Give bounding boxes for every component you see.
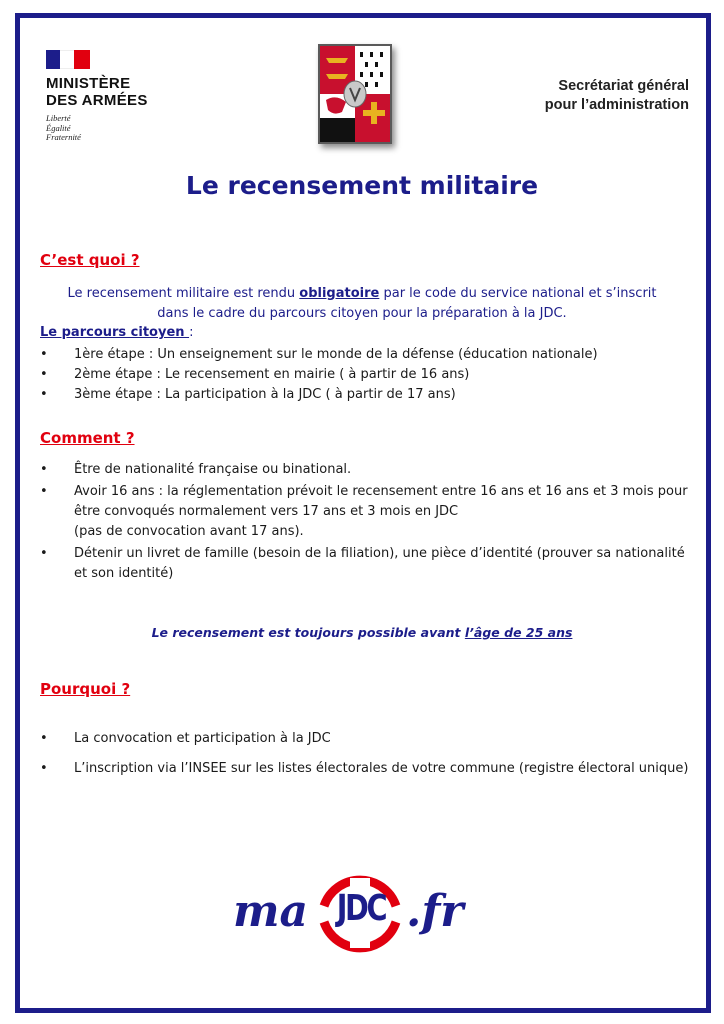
- insee-text: L’inscription via l’INSEE sur les listes électorales de votre commune (registre électoral unique): [74, 761, 689, 776]
- republic-motto: [46, 114, 148, 143]
- list-item: [40, 759, 690, 779]
- note-text: Le recensement est toujours possible avant: [151, 625, 465, 640]
- nationality-text: Être de nationalité française ou binational.: [74, 462, 352, 477]
- list-item: [40, 482, 690, 542]
- ministry-logo: [46, 50, 148, 143]
- section-heading-pourquoi: Pourquoi ?: [40, 680, 131, 698]
- coat-of-arms-icon: [318, 44, 392, 144]
- ministry-name-line2: DES ARMÉES: [46, 92, 148, 109]
- list-item: [40, 345, 690, 365]
- secretariat-general-label: [545, 77, 689, 115]
- pourquoi-list: [40, 729, 690, 779]
- note-age-25: l’âge de 25 ans: [464, 625, 573, 640]
- logo-fr-text: .fr: [406, 886, 464, 937]
- secretariat-line2: pour l’administration: [544, 97, 689, 113]
- motto-liberte: Liberté: [46, 113, 71, 123]
- no-convocation-text: (pas de convocation avant 17 ans).: [74, 524, 304, 539]
- list-item: [40, 385, 690, 405]
- parcours-citoyen-colon: :: [189, 325, 194, 340]
- intro-text-end: par le code du service national et s’inscrit: [379, 286, 657, 301]
- step3-text: 3ème étape : La participation à la JDC ( à partir de 17 ans): [74, 387, 456, 402]
- parcours-citoyen-subheading: [40, 325, 193, 340]
- intro-paragraph: [40, 284, 684, 324]
- intro-line2: dans le cadre du parcours citoyen pour la préparation à la JDC.: [157, 306, 567, 321]
- bullet-icon: •: [40, 484, 48, 499]
- list-item: [40, 365, 690, 385]
- step1-text: 1ère étape : Un enseignement sur le monde de la défense (éducation nationale): [74, 347, 598, 362]
- page-title: Le recensement militaire: [185, 171, 539, 200]
- bullet-icon: •: [40, 347, 48, 362]
- list-item: [40, 729, 690, 749]
- motto-egalite: Égalité: [46, 122, 71, 133]
- parcours-steps-list: [40, 345, 690, 405]
- bullet-icon: •: [40, 546, 48, 561]
- convocation-text: La convocation et participation à la JDC: [74, 731, 331, 746]
- logo-ma-text: ma: [233, 886, 309, 937]
- age-limit-note: [0, 625, 724, 640]
- bullet-icon: •: [40, 367, 48, 382]
- majdc-logo: [228, 862, 478, 962]
- parcours-citoyen-label: Le parcours citoyen: [40, 325, 190, 340]
- step2-text: 2ème étape : Le recensement en mairie ( à partir de 16 ans): [74, 367, 470, 382]
- list-item: [40, 460, 690, 480]
- comment-list: [40, 460, 690, 584]
- list-item: [40, 544, 690, 584]
- section-heading-cest-quoi: C’est quoi ?: [40, 251, 140, 269]
- age-text: Avoir 16 ans : la réglementation prévoit le recensement entre 16 ans et 16 ans et 3 mois pour être convoqués normalement vers 17 ans et 3 mois en JDC: [74, 484, 688, 519]
- ministry-name: [46, 75, 148, 109]
- motto-fraternite: Fraternité: [46, 132, 81, 142]
- secretariat-line1: Secrétariat général: [558, 78, 689, 94]
- french-flag-icon: [46, 50, 90, 69]
- bullet-icon: •: [40, 387, 48, 402]
- documents-text: Détenir un livret de famille (besoin de la filiation), une pièce d’identité (prouver sa nationalité et son identité): [74, 546, 685, 581]
- section-heading-comment: Comment ?: [40, 429, 135, 447]
- bullet-icon: •: [40, 731, 48, 746]
- logo-jdc-text: JDC: [336, 888, 386, 929]
- bullet-icon: •: [40, 761, 48, 776]
- bullet-icon: •: [40, 462, 48, 477]
- intro-text-start: Le recensement militaire est rendu: [67, 286, 300, 301]
- intro-obligatoire: obligatoire: [299, 286, 380, 301]
- ministry-name-line1: MINISTÈRE: [46, 75, 131, 92]
